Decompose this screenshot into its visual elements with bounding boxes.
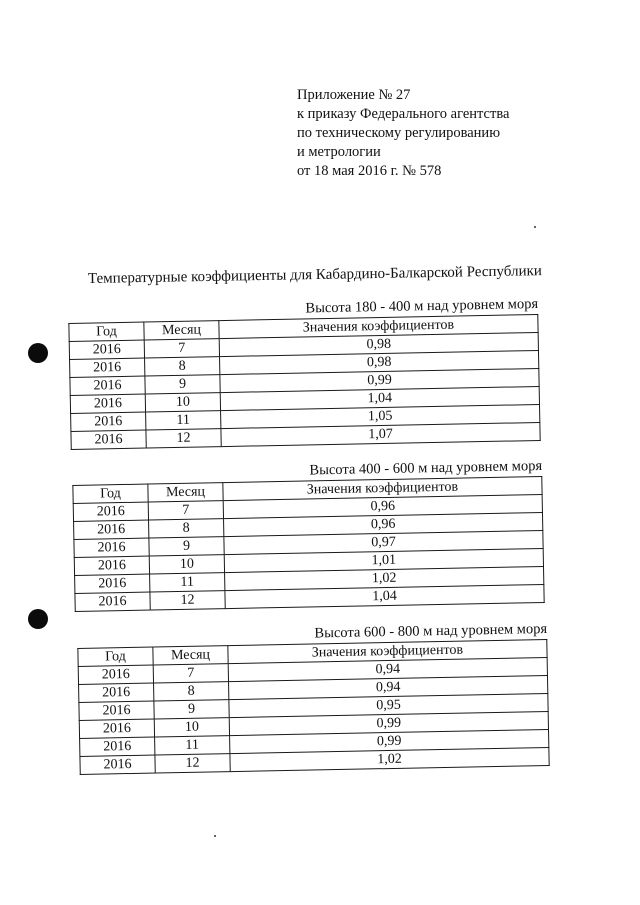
cell-month: 12	[146, 429, 221, 448]
altitude-caption: Высота 600 - 800 м над уровнем моря	[314, 620, 548, 642]
scan-speck	[534, 226, 536, 228]
cell-year: 2016	[71, 412, 146, 431]
cell-month: 9	[154, 700, 229, 719]
cell-year: 2016	[75, 592, 150, 611]
cell-year: 2016	[69, 340, 144, 359]
cell-value: 0,99	[229, 711, 548, 735]
cell-value: 0,99	[230, 729, 549, 753]
punch-hole-top	[28, 343, 48, 363]
cell-year: 2016	[70, 358, 145, 377]
cell-year: 2016	[79, 719, 154, 738]
cell-month: 10	[154, 718, 229, 737]
cell-value: 1,05	[221, 404, 540, 428]
coefficients-table-2	[72, 476, 544, 612]
altitude-caption: Высота 400 - 600 м над уровнем моря	[309, 457, 543, 479]
cell-value: 1,02	[225, 566, 544, 590]
cell-month: 8	[145, 357, 220, 376]
cell-year: 2016	[71, 430, 146, 449]
cell-value: 0,97	[224, 530, 543, 554]
cell-year: 2016	[80, 755, 155, 774]
cell-month: 9	[149, 537, 224, 556]
cell-value: 0,98	[219, 332, 538, 356]
cell-month: 12	[150, 591, 225, 610]
coefficients-table-1	[68, 314, 540, 450]
appendix-number: Приложение № 27	[297, 87, 411, 103]
column-header-year: Год	[69, 322, 144, 341]
cell-year: 2016	[74, 520, 149, 539]
column-header-value: Значения коэффициентов	[219, 314, 538, 338]
column-header-month: Месяц	[153, 646, 228, 665]
cell-year: 2016	[70, 376, 145, 395]
cell-month: 11	[150, 573, 225, 592]
cell-year: 2016	[73, 502, 148, 521]
appendix-header	[297, 86, 509, 181]
coefficients-section-3	[77, 621, 550, 775]
cell-year: 2016	[74, 538, 149, 557]
cell-month: 10	[145, 393, 220, 412]
cell-month: 11	[155, 736, 230, 755]
cell-value: 1,04	[225, 584, 544, 608]
column-header-year: Год	[78, 647, 153, 666]
cell-year: 2016	[78, 665, 153, 684]
scan-speck	[214, 835, 216, 837]
cell-value: 0,96	[223, 494, 542, 518]
cell-month: 7	[148, 501, 223, 520]
column-header-month: Месяц	[148, 483, 223, 502]
cell-value: 0,99	[220, 368, 539, 392]
cell-year: 2016	[79, 683, 154, 702]
coefficients-section-1	[68, 296, 541, 450]
cell-value: 1,07	[221, 422, 540, 446]
cell-value: 1,04	[220, 386, 539, 410]
document-title: Температурные коэффициенты для Кабардино-Балкарской Республики	[87, 263, 543, 287]
cell-month: 11	[146, 411, 221, 430]
cell-value: 1,02	[230, 747, 549, 771]
cell-year: 2016	[70, 394, 145, 413]
order-line-1: к приказу Федерального агентства	[297, 106, 510, 122]
cell-year: 2016	[79, 701, 154, 720]
order-line-3: и метрологии	[297, 144, 381, 160]
altitude-caption: Высота 180 - 400 м над уровнем моря	[305, 295, 539, 317]
order-line-2: по техническому регулированию	[297, 125, 501, 141]
order-date: от 18 мая 2016 г. № 578	[297, 163, 442, 179]
cell-month: 8	[154, 682, 229, 701]
cell-year: 2016	[74, 556, 149, 575]
cell-year: 2016	[80, 737, 155, 756]
cell-value: 0,96	[224, 512, 543, 536]
cell-value: 0,98	[220, 350, 539, 374]
cell-month: 9	[145, 375, 220, 394]
cell-month: 7	[144, 339, 219, 358]
coefficients-section-2	[72, 458, 545, 612]
cell-month: 8	[149, 519, 224, 538]
cell-month: 12	[155, 754, 230, 773]
column-header-value: Значения коэффициентов	[228, 639, 547, 663]
cell-month: 7	[153, 664, 228, 683]
cell-month: 10	[149, 555, 224, 574]
column-header-month: Месяц	[144, 321, 219, 340]
cell-year: 2016	[75, 574, 150, 593]
cell-value: 0,94	[228, 657, 547, 681]
column-header-value: Значения коэффициентов	[223, 476, 542, 500]
coefficients-table-3	[77, 639, 549, 775]
column-header-year: Год	[73, 484, 148, 503]
punch-hole-bottom	[28, 609, 48, 629]
cell-value: 0,95	[229, 693, 548, 717]
cell-value: 0,94	[229, 675, 548, 699]
cell-value: 1,01	[224, 548, 543, 572]
